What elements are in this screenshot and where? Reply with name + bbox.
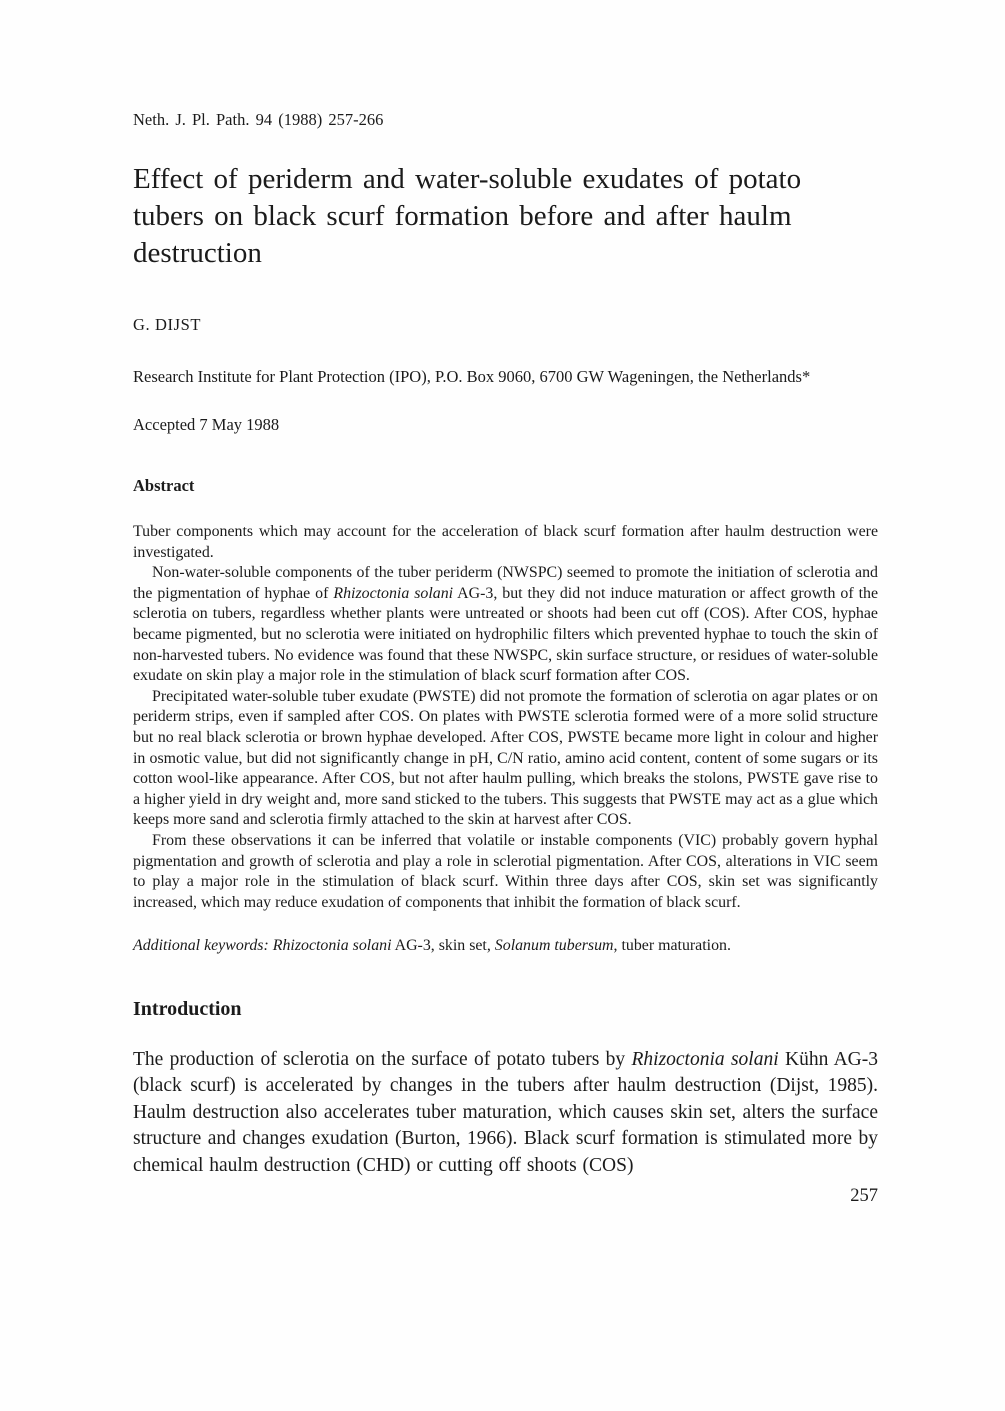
author-name: G. DIJST	[133, 315, 202, 334]
accepted-date: Accepted 7 May 1988	[133, 415, 280, 434]
abstract-heading: Abstract	[133, 476, 195, 495]
introduction-heading: Introduction	[133, 997, 242, 1020]
abstract-body	[133, 522, 878, 913]
additional-keywords-line: Additional keywords: Rhizoctonia solani AG-3, skin set, Solanum tubersum, tuber maturation.	[133, 937, 731, 955]
abstract-paragraph-2: Non-water-soluble components of the tuber periderm (NWSPC) seemed to promote the initiation of sclerotia and the pigmentation of hyphae of Rhizoctonia solani AG-3, but they did not induce maturation or affect growth of the sclerotia on tubers, regardless whether plants were untreated or shoots had been cut off (COS). After COS, hyphae became pigmented, but no sclerotia were initiated on hydrophilic filters which prevented hyphae to touch the skin of non-harvested tubers. No evidence was found that these NWSPC, skin surface structure, or residues of water-soluble exudate on skin play a major role in the stimulation of black scurf formation after COS.	[133, 564, 878, 685]
abstract-paragraph-4: From these observations it can be inferred that volatile or instable components (VIC) probably govern hyphal pigmentation and growth of sclerotia and play a role in sclerotial pigmentation. After COS, alterations in VIC seem to play a major role in the stimulation of black scurf. Within three days after COS, skin set was significantly increased, which may reduce exudation of components that inhibit the formation of black scurf.	[133, 831, 878, 911]
journal-reference: Neth. J. Pl. Path. 94 (1988) 257-266	[133, 110, 384, 129]
introduction-body	[133, 1047, 878, 1180]
abstract-paragraph-1: Tuber components which may account for the acceleration of black scurf formation after haulm destruction were investigated.	[133, 523, 878, 561]
paper-title: Effect of periderm and water-soluble exudates of potato tubers on black scurf formation before and after haulm destruction	[133, 163, 802, 269]
abstract-paragraph-3: Precipitated water-soluble tuber exudate (PWSTE) did not promote the formation of sclerotia on agar plates or on periderm strips, even if sampled after COS. On plates with PWSTE sclerotia formed were of a more solid structure but no real black sclerotia or brown hyphae developed. After COS, PWSTE became more light in colour and higher in osmotic value, but did not significantly change in pH, C/N ratio, amino acid content, content of some sugars or its cotton wool-like appearance. After COS, but not after haulm pulling, which breaks the stolons, PWSTE gave rise to a higher yield in dry weight and, more sand sticked to the tubers. This suggests that PWSTE may act as a glue which keeps more sand and sclerotia firmly attached to the skin at harvest after COS.	[133, 687, 878, 829]
page-content	[133, 0, 878, 1207]
introduction-paragraph-1: The production of sclerotia on the surface of potato tubers by Rhizoctonia solani Kühn AG-3 (black scurf) is accelerated by changes in the tubers after haulm destruction (Dijst, 1985). Haulm destruction also accelerates tuber maturation, which causes skin set, alters the surface structure and changes exudation (Burton, 1966). Black scurf formation is stimulated more by chemical haulm destruction (CHD) or cutting off shoots (COS)	[133, 1048, 878, 1176]
affiliation: Research Institute for Plant Protection (IPO), P.O. Box 9060, 6700 GW Wageningen, the Netherlands*	[133, 367, 811, 386]
page-number: 257	[850, 1186, 878, 1207]
